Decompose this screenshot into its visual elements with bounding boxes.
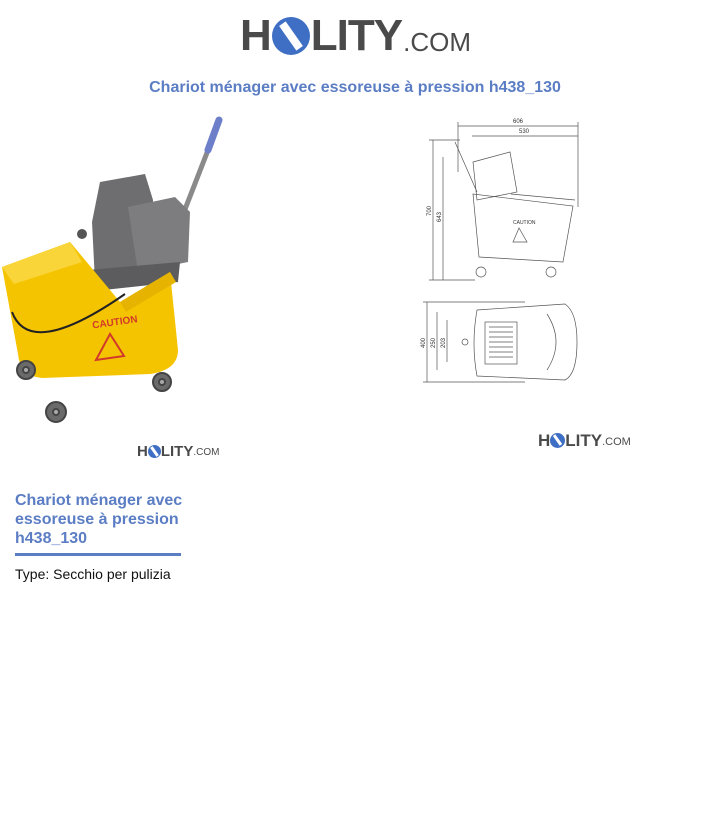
logo-letters: LITY [160, 443, 194, 460]
logo-letters: LITY [310, 11, 403, 60]
photo-watermark-logo [137, 444, 219, 459]
logo-letters: LITY [565, 431, 603, 450]
product-title: Chariot ménager avec essoreuse à pression h438_130 [15, 492, 183, 547]
title-underline [15, 553, 181, 556]
dim-top-outer: 606 [513, 119, 524, 125]
site-logo[interactable] [240, 11, 471, 60]
logo-o-icon [550, 433, 565, 448]
dim-height-inner: 643 [437, 211, 443, 222]
page-title: Chariot ménager avec essoreuse à pression h438_130 [149, 79, 561, 96]
wringer-handle [182, 120, 219, 217]
dim-depth-mid: 250 [431, 337, 437, 348]
dim-depth-inner: 203 [441, 337, 447, 348]
logo-letter-h: H [137, 443, 148, 460]
product-photo [0, 112, 240, 432]
product-type: Type: Secchio per pulizia [15, 566, 171, 582]
logo-tld: .COM [403, 27, 471, 57]
photo-caution-text: CAUTION [91, 314, 139, 332]
dim-height-outer: 700 [427, 205, 433, 216]
logo-tld: .COM [602, 436, 631, 448]
dim-top-inner: 530 [519, 129, 530, 135]
logo-o-icon [148, 445, 161, 458]
dim-depth-outer: 400 [421, 337, 427, 348]
drawing-watermark-logo [538, 432, 631, 449]
logo-letter-h: H [538, 431, 551, 450]
drawing-caution-text: CAUTION [513, 220, 536, 226]
technical-drawing [415, 112, 585, 392]
logo-letter-h: H [240, 11, 271, 60]
logo-o-icon [272, 17, 310, 55]
logo-tld: .COM [193, 447, 220, 458]
